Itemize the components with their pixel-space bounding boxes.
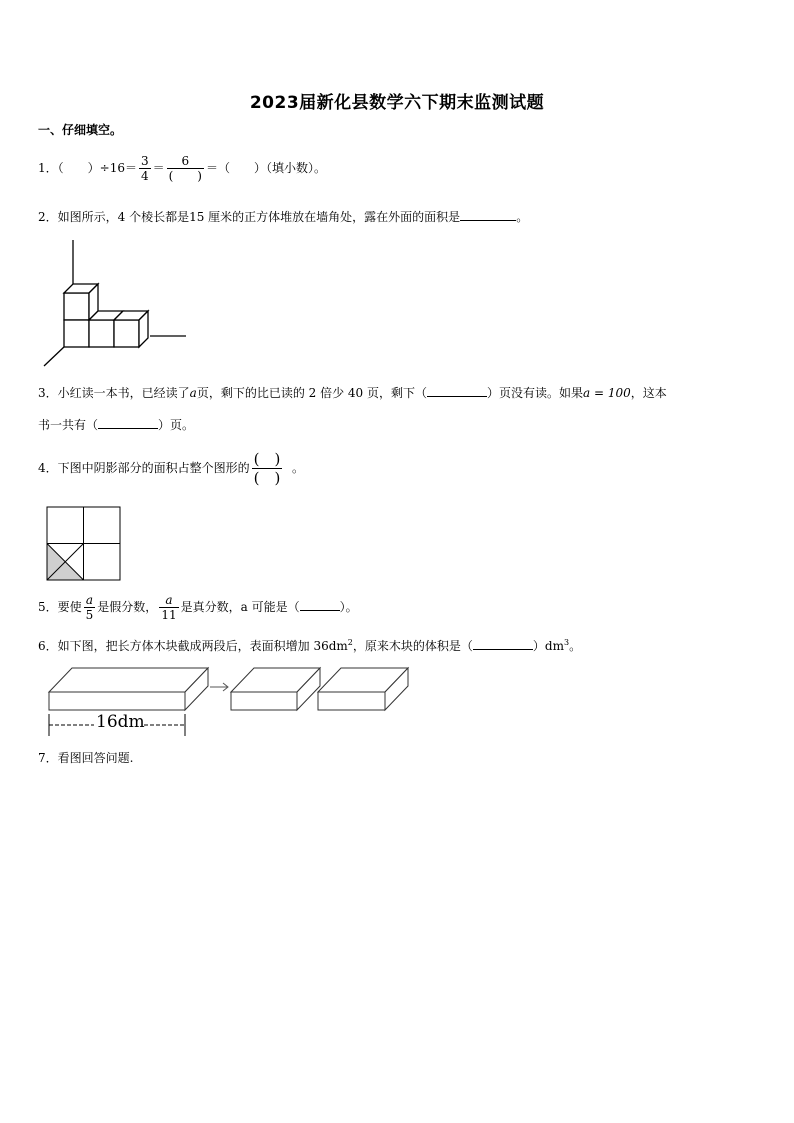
question-3-line-1 bbox=[38, 384, 667, 401]
q6-dimension-label: 16dm bbox=[96, 712, 145, 732]
question-7 bbox=[38, 750, 133, 766]
q6-superscript-2: 3 bbox=[563, 638, 570, 647]
q4-end: 。 bbox=[292, 461, 305, 475]
q6-superscript-1: 2 bbox=[347, 638, 353, 647]
q7-number: 7． bbox=[38, 751, 58, 765]
q5-frac1-denominator: 5 bbox=[85, 608, 94, 622]
question-1 bbox=[38, 150, 326, 186]
q1-frac1-denominator: 4 bbox=[140, 169, 149, 183]
q5-number: 5． bbox=[38, 600, 58, 614]
q2-cubes-figure bbox=[40, 238, 190, 368]
q3-answer-blank-2[interactable] bbox=[98, 416, 158, 429]
q5-text-3: 是真分数，a 可能是（ bbox=[180, 600, 300, 614]
q1-part-a: （ ）÷16＝ bbox=[57, 161, 137, 175]
q3-condition: a = 100 bbox=[583, 386, 631, 400]
page-title: 2023届新化县数学六下期末监测试题 bbox=[249, 93, 545, 113]
q6-answer-blank[interactable] bbox=[473, 637, 533, 650]
q2-text: 如图所示，4 个棱长都是15 厘米的正方体堆放在墙角处，露在外面的面积是 bbox=[57, 210, 461, 224]
q6-text-1: 如下图，把长方体木块截成两段后，表面积增加 36dm bbox=[57, 639, 348, 653]
question-3-line-2 bbox=[38, 416, 194, 433]
question-2 bbox=[38, 208, 528, 225]
q3-variable-a: a bbox=[189, 386, 197, 400]
section-heading: 一、仔细填空。 bbox=[38, 123, 123, 137]
q2-end: 。 bbox=[516, 210, 529, 224]
q4-text: 下图中阴影部分的面积占整个图形的 bbox=[57, 461, 250, 475]
q4-frac-denominator: ( ) bbox=[253, 469, 281, 487]
q1-frac2-denominator: ( ) bbox=[168, 169, 202, 183]
q4-frac-numerator: ( ) bbox=[253, 450, 281, 468]
q1-frac2-numerator: 6 bbox=[167, 154, 204, 169]
q4-fraction bbox=[252, 450, 283, 487]
q1-part-b: ＝（ ）（填小数）。 bbox=[206, 161, 327, 175]
q1-equals: ＝ bbox=[152, 161, 165, 175]
q5-frac2-denominator: 11 bbox=[161, 608, 177, 622]
q6-number: 6． bbox=[38, 639, 58, 653]
q5-frac2-numerator: a bbox=[159, 593, 178, 608]
q4-grid-figure bbox=[46, 506, 122, 582]
q7-text: 看图回答问题. bbox=[57, 751, 134, 765]
q1-fraction-2 bbox=[167, 154, 204, 183]
q2-number: 2． bbox=[38, 210, 58, 224]
q4-number: 4． bbox=[38, 461, 58, 475]
q3-text-3: ）页没有读。如果 bbox=[486, 386, 583, 400]
q1-number: 1． bbox=[38, 161, 58, 175]
question-6 bbox=[38, 635, 581, 654]
q3-text-1: 小红读一本书，已经读了 bbox=[57, 386, 190, 400]
q5-fraction-1 bbox=[84, 593, 96, 622]
q3-text-6: ）页。 bbox=[158, 418, 195, 432]
q1-frac1-numerator: 3 bbox=[140, 154, 149, 168]
q3-number: 3． bbox=[38, 386, 58, 400]
question-4 bbox=[38, 448, 304, 488]
q3-answer-blank-1[interactable] bbox=[427, 384, 487, 397]
q5-text-4: ）。 bbox=[339, 600, 358, 614]
q5-frac1-numerator: a bbox=[84, 593, 96, 608]
q1-fraction-1 bbox=[139, 154, 151, 183]
q3-text-4: ，这本 bbox=[630, 386, 667, 400]
q5-answer-blank[interactable] bbox=[300, 598, 340, 611]
question-5 bbox=[38, 590, 358, 624]
q6-text-4: 。 bbox=[569, 639, 582, 653]
q5-fraction-2 bbox=[159, 593, 178, 622]
q5-text-1: 要使 bbox=[57, 600, 82, 614]
q3-text-2: 页，剩下的比已读的 2 倍少 40 页，剩下（ bbox=[196, 386, 427, 400]
q6-text-2: ，原来木块的体积是（ bbox=[352, 639, 473, 653]
q3-text-5: 书一共有（ bbox=[38, 418, 99, 432]
q2-answer-blank[interactable] bbox=[460, 208, 516, 221]
q5-text-2: 是假分数， bbox=[97, 600, 158, 614]
q6-text-3: ）dm bbox=[532, 639, 564, 653]
